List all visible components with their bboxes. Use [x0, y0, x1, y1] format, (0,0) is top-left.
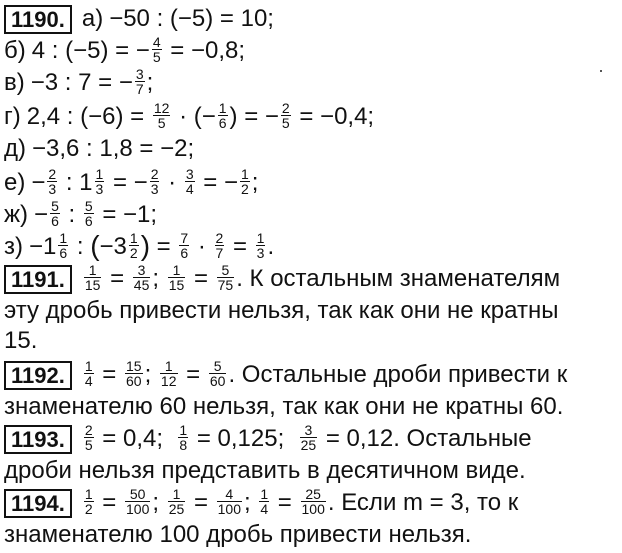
denominator: 6 — [84, 213, 93, 230]
fraction — [168, 263, 186, 292]
fraction — [153, 101, 171, 130]
expression-part: = 0,4; — [95, 425, 177, 452]
expression-part: · — [161, 169, 183, 196]
fraction — [259, 487, 269, 516]
line-1192-2 — [4, 392, 563, 422]
numerator: 5 — [217, 263, 235, 278]
fraction — [160, 359, 178, 388]
fraction — [256, 231, 266, 260]
expression-part: −3 : 7 = − — [30, 69, 133, 96]
line-1190-g — [4, 102, 374, 132]
fraction — [217, 487, 242, 516]
fraction — [218, 101, 228, 130]
denominator: 7 — [135, 81, 144, 98]
expression-part: · (− — [172, 103, 216, 130]
denominator: 3 — [95, 181, 104, 198]
numerator: 1 — [84, 358, 93, 375]
expression-part: : 1 — [59, 169, 93, 196]
fraction — [133, 263, 151, 292]
numerator: 1 — [129, 230, 138, 247]
fraction — [168, 487, 186, 516]
denominator: 100 — [217, 501, 241, 518]
expression-part: = — [226, 233, 254, 260]
denominator: 6 — [51, 213, 59, 230]
expression-part: = — [179, 361, 207, 388]
item-label: г) — [4, 103, 21, 130]
denominator: 5 — [157, 115, 166, 132]
numerator: 1 — [168, 263, 186, 278]
expression-part: = −1; — [95, 201, 158, 228]
denominator: 7 — [215, 245, 224, 262]
fraction — [152, 35, 162, 64]
expression-part: · — [191, 233, 213, 260]
left-paren: ( — [90, 229, 100, 261]
expression-part: = −0,8; — [163, 37, 246, 64]
item-label: б) — [4, 37, 26, 64]
denominator: 6 — [59, 245, 68, 262]
fraction — [301, 487, 326, 516]
expression-part: ; — [152, 489, 166, 516]
explanation-text: . К остальным знаменателям — [236, 265, 561, 292]
numerator: 2 — [281, 100, 290, 117]
numerator: 1 — [84, 486, 93, 503]
denominator: 25 — [300, 437, 317, 454]
fraction — [125, 359, 143, 388]
expression: −3,6 : 1,8 = −2; — [32, 135, 195, 162]
expression-part: : — [70, 233, 91, 260]
numerator: 3 — [300, 423, 318, 438]
expression-part: −1 — [29, 233, 57, 260]
fraction — [215, 231, 225, 260]
numerator: 5 — [51, 198, 59, 215]
fraction — [150, 167, 160, 196]
expression-part: 2,4 : (−6) = — [26, 103, 151, 130]
denominator: 5 — [281, 115, 290, 132]
line-1191-1 — [4, 264, 560, 294]
denominator: 2 — [84, 501, 93, 518]
numerator: 1 — [84, 263, 102, 278]
expression-part: = 0,125; — [190, 425, 298, 452]
numerator: 1 — [59, 230, 68, 247]
fraction — [95, 167, 105, 196]
explanation-text: 15. — [4, 327, 38, 354]
line-1191-3 — [4, 326, 37, 356]
expression-part: ; — [152, 265, 166, 292]
denominator: 75 — [217, 277, 234, 294]
numerator: 3 — [135, 66, 144, 83]
numerator: 4 — [152, 34, 161, 51]
denominator: 25 — [168, 501, 185, 518]
fraction — [281, 101, 291, 130]
denominator: 15 — [84, 277, 101, 294]
item-label: е) — [4, 169, 26, 196]
numerator: 2 — [215, 230, 224, 247]
expression-part: = — [187, 489, 215, 516]
expression: −50 : (−5) = 10; — [109, 5, 274, 32]
item-label: а) — [81, 5, 104, 32]
denominator: 60 — [209, 373, 226, 390]
numerator: 1 — [160, 359, 178, 374]
expression-part: ) = − — [229, 103, 279, 130]
problem-number-1194: 1194. — [4, 489, 72, 518]
fraction — [50, 199, 60, 228]
denominator: 4 — [84, 373, 93, 390]
fraction — [185, 167, 195, 196]
denominator: 100 — [301, 501, 325, 518]
denominator: 4 — [260, 501, 269, 518]
fraction — [300, 423, 318, 452]
denominator: 5 — [152, 49, 161, 66]
numerator: 4 — [217, 487, 242, 502]
numerator: 50 — [125, 487, 150, 502]
denominator: 100 — [126, 501, 150, 518]
expression-part: ; — [144, 361, 158, 388]
item-label: ж) — [4, 201, 29, 228]
line-1193-1 — [4, 424, 532, 454]
fraction — [84, 487, 94, 516]
fraction — [240, 167, 250, 196]
expression-part: − — [31, 169, 46, 196]
expression-part: = — [150, 233, 178, 260]
explanation-text: = 0,12. Остальные — [319, 425, 532, 452]
problem-number-1191: 1191. — [4, 265, 72, 294]
expression-part: = − — [196, 169, 238, 196]
line-1190-v — [4, 68, 153, 98]
line-1191-2 — [4, 296, 558, 326]
fraction — [84, 263, 102, 292]
expression-part: : — [61, 201, 82, 228]
denominator: 60 — [126, 373, 142, 390]
line-1190-a — [4, 4, 274, 34]
line-1190-z — [4, 229, 275, 262]
numerator: 1 — [218, 100, 227, 117]
numerator: 2 — [84, 422, 93, 439]
expression-part: ; — [251, 169, 259, 196]
expression-part: = − — [106, 169, 148, 196]
numerator: 3 — [185, 166, 194, 183]
expression-part: = — [187, 265, 215, 292]
explanation-text: . Остальные дроби привести к — [228, 361, 568, 388]
line-1194-1 — [4, 488, 518, 518]
denominator: 12 — [160, 373, 177, 390]
denominator: 3 — [150, 181, 159, 198]
line-1190-b — [4, 36, 245, 66]
speck-mark — [600, 70, 602, 72]
fraction — [129, 231, 139, 260]
numerator: 1 — [260, 486, 269, 503]
fraction — [47, 167, 57, 196]
line-1194-2 — [4, 520, 471, 550]
denominator: 6 — [218, 115, 227, 132]
line-1192-1 — [4, 360, 567, 390]
explanation-text: дроби нельзя представить в десятичном виде. — [4, 457, 526, 484]
fraction — [125, 487, 150, 516]
problem-number-1193: 1193. — [4, 425, 72, 454]
expression-part: ; — [244, 489, 258, 516]
denominator: 6 — [180, 245, 189, 262]
fraction — [135, 67, 145, 96]
fraction — [84, 359, 94, 388]
fraction — [179, 231, 189, 260]
expression-part: − — [34, 201, 49, 228]
numerator: 1 — [95, 166, 104, 183]
expression-part: = — [95, 489, 123, 516]
expression-part: −3 — [99, 233, 127, 260]
fraction — [84, 199, 94, 228]
right-paren: ) — [140, 229, 151, 261]
explanation-text: знаменателю 60 нельзя, так как они не кратны 60. — [4, 393, 564, 420]
denominator: 3 — [48, 181, 57, 198]
line-1190-d — [4, 134, 194, 164]
denominator: 2 — [240, 181, 249, 198]
numerator: 1 — [168, 487, 186, 502]
expression-part: ; — [146, 69, 154, 96]
numerator: 1 — [240, 166, 249, 183]
fraction — [58, 231, 68, 260]
problem-number-1190: 1190. — [4, 5, 72, 34]
explanation-text: эту дробь привести нельзя, так как они не кратны — [4, 297, 559, 324]
problem-number-1192: 1192. — [4, 361, 72, 390]
fraction — [84, 423, 94, 452]
expression-part: 4 : (−5) = − — [31, 37, 150, 64]
denominator: 3 — [256, 245, 265, 262]
item-label: д) — [4, 135, 26, 162]
denominator: 2 — [129, 245, 138, 262]
fraction — [178, 423, 188, 452]
expression-part: = — [103, 265, 131, 292]
denominator: 5 — [84, 437, 93, 454]
line-1190-e — [4, 168, 258, 198]
explanation-text: знаменателю 100 дробь привести нельзя. — [4, 521, 472, 548]
expression-part: = −0,4; — [292, 103, 375, 130]
numerator: 3 — [133, 263, 151, 278]
numerator: 2 — [48, 166, 57, 183]
numerator: 2 — [150, 166, 159, 183]
expression-part: = — [271, 489, 299, 516]
denominator: 4 — [185, 181, 194, 198]
expression-part: . — [267, 233, 275, 260]
numerator: 5 — [84, 198, 93, 215]
line-1193-2 — [4, 456, 526, 486]
denominator: 8 — [179, 437, 188, 454]
item-label: в) — [4, 69, 25, 96]
denominator: 45 — [133, 277, 150, 294]
line-1190-zh — [4, 200, 157, 230]
numerator: 12 — [153, 100, 170, 117]
explanation-text: . Если m = 3, то к — [327, 489, 519, 516]
fraction — [209, 359, 227, 388]
numerator: 1 — [179, 422, 188, 439]
fraction — [217, 263, 235, 292]
numerator: 15 — [126, 358, 142, 375]
numerator: 7 — [180, 230, 189, 247]
denominator: 15 — [168, 277, 185, 294]
numerator: 1 — [256, 230, 265, 247]
numerator: 25 — [301, 487, 326, 502]
item-label: з) — [4, 233, 23, 260]
expression-part: = — [95, 361, 123, 388]
numerator: 5 — [209, 359, 227, 374]
